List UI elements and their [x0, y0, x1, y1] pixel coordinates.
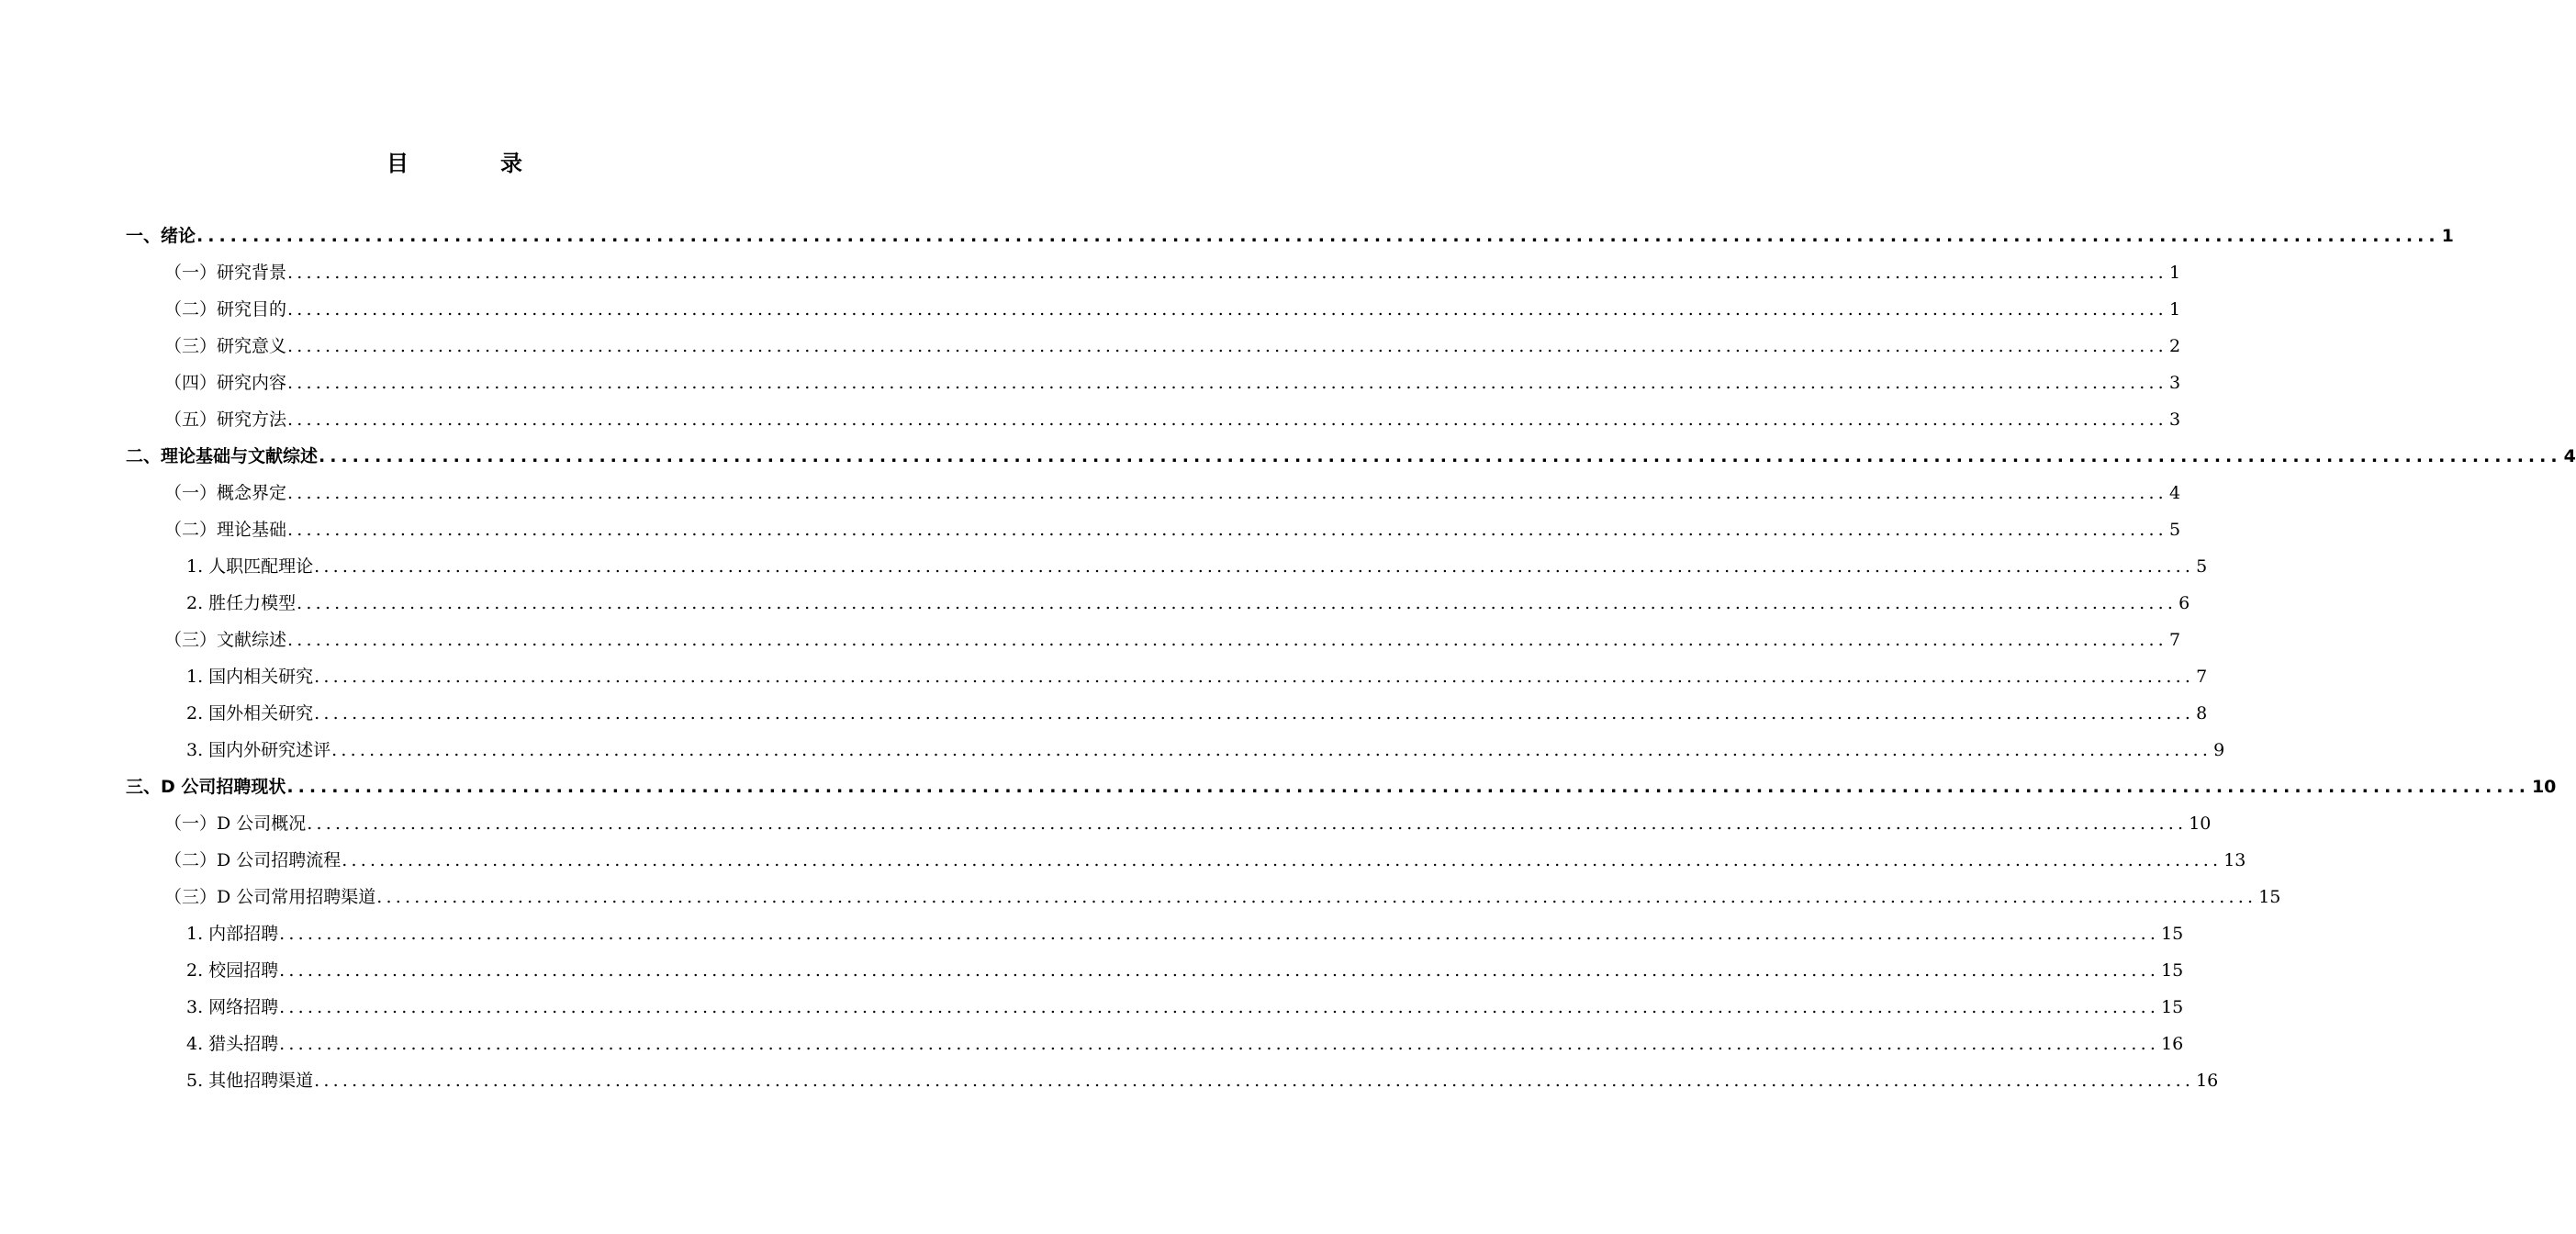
- toc-dot-leader: ........................................................................................................................................................................................................: [287, 263, 2167, 283]
- toc-entry-page-number: 15: [2161, 924, 2184, 944]
- toc-dot-leader: ........................................................................................................................................................................................................: [287, 483, 2167, 503]
- toc-entry[interactable]: [186, 658, 2208, 695]
- toc-dot-leader: ........................................................................................................................................................................................................: [331, 740, 2212, 760]
- toc-entry-label: 4. 猎头招聘: [186, 1026, 278, 1062]
- toc-dot-leader: ........................................................................................................................................................................................................: [342, 850, 2223, 870]
- toc-entry-page-number: 1: [2441, 226, 2454, 246]
- toc-entry-label: （三）D 公司常用招聘渠道: [164, 879, 375, 915]
- toc-entry-label: （三）文献综述: [164, 622, 286, 658]
- toc-dot-leader: ........................................................................................................................................................................................................: [376, 887, 2257, 907]
- toc-entry-page-number: 3: [2168, 373, 2181, 393]
- toc-entry[interactable]: [164, 291, 2181, 328]
- toc-entry[interactable]: [186, 732, 2225, 768]
- toc-entry[interactable]: [164, 475, 2181, 511]
- toc-entry-page-number: 2: [2168, 336, 2181, 356]
- toc-dot-leader: ........................................................................................................................................................................................................: [286, 777, 2530, 797]
- toc-entry[interactable]: [126, 768, 2557, 805]
- toc-dot-leader: ........................................................................................................................................................................................................: [314, 667, 2195, 687]
- toc-entry-page-number: 15: [2161, 960, 2184, 981]
- page-title-part1: 目: [386, 151, 409, 176]
- toc-entry-page-number: 15: [2161, 997, 2184, 1017]
- toc-entry[interactable]: [164, 842, 2246, 879]
- toc-entry[interactable]: [164, 879, 2281, 915]
- toc-entry[interactable]: [186, 585, 2190, 622]
- toc-entry-label: 5. 其他招聘渠道: [186, 1062, 313, 1099]
- toc-dot-leader: ........................................................................................................................................................................................................: [279, 997, 2160, 1017]
- toc-entry-page-number: 5: [2168, 520, 2181, 540]
- toc-entry-label: 1. 国内相关研究: [186, 658, 313, 695]
- toc-dot-leader: ........................................................................................................................................................................................................: [319, 446, 2562, 466]
- toc-entry-label: 2. 国外相关研究: [186, 695, 313, 732]
- toc-dot-leader: ........................................................................................................................................................................................................: [307, 813, 2188, 834]
- toc-entry[interactable]: [164, 805, 2212, 842]
- toc-entry-page-number: 16: [2161, 1034, 2184, 1054]
- toc-entry-label: （五）研究方法: [164, 401, 286, 438]
- toc-dot-leader: ........................................................................................................................................................................................................: [287, 299, 2167, 320]
- toc-entry-page-number: 4: [2563, 446, 2576, 466]
- toc-entry-label: （一）研究背景: [164, 254, 286, 291]
- toc-entry[interactable]: [164, 401, 2181, 438]
- toc-entry-page-number: 7: [2196, 667, 2208, 687]
- toc-entry[interactable]: [186, 989, 2184, 1026]
- toc-entry[interactable]: [164, 328, 2181, 365]
- toc-entry-page-number: 5: [2196, 556, 2208, 577]
- toc-dot-leader: ........................................................................................................................................................................................................: [279, 960, 2160, 981]
- toc-dot-leader: ........................................................................................................................................................................................................: [287, 409, 2167, 430]
- toc-dot-leader: ........................................................................................................................................................................................................: [279, 924, 2160, 944]
- toc-dot-leader: ........................................................................................................................................................................................................: [287, 630, 2167, 650]
- toc-entry-label: 3. 网络招聘: [186, 989, 278, 1026]
- toc-entry-label: 二、理论基础与文献综述: [126, 438, 318, 475]
- toc-entry[interactable]: [186, 1026, 2184, 1062]
- toc-entry-label: 一、绪论: [126, 218, 196, 254]
- toc-entry-page-number: 8: [2196, 703, 2208, 724]
- toc-entry-label: 三、D 公司招聘现状: [126, 768, 286, 805]
- page-title-part2: 录: [500, 151, 522, 176]
- toc-dot-leader: ........................................................................................................................................................................................................: [279, 1034, 2160, 1054]
- toc-entry-label: 2. 胜任力模型: [186, 585, 296, 622]
- toc-entry[interactable]: [164, 254, 2181, 291]
- toc-dot-leader: ........................................................................................................................................................................................................: [314, 1071, 2195, 1091]
- toc-entry-page-number: 1: [2168, 263, 2181, 283]
- toc-entry-label: 1. 内部招聘: [186, 915, 278, 952]
- toc-entry[interactable]: [186, 548, 2208, 585]
- toc-dot-leader: ........................................................................................................................................................................................................: [297, 593, 2178, 613]
- toc-entry-label: （二）理论基础: [164, 511, 286, 548]
- toc-entry-label: 1. 人职匹配理论: [186, 548, 313, 585]
- toc-entry-label: （二）研究目的: [164, 291, 286, 328]
- toc-entry-page-number: 3: [2168, 409, 2181, 430]
- toc-entry[interactable]: [164, 511, 2181, 548]
- toc-entry-label: 2. 校园招聘: [186, 952, 278, 989]
- toc-entry-page-number: 13: [2223, 850, 2246, 870]
- page-title: [0, 145, 909, 177]
- toc-entry-page-number: 9: [2213, 740, 2225, 760]
- toc-entry[interactable]: [186, 1062, 2219, 1099]
- toc-entry-page-number: 10: [2531, 777, 2557, 797]
- toc-entry[interactable]: [186, 915, 2184, 952]
- toc-entry-page-number: 16: [2196, 1071, 2219, 1091]
- toc-entry-page-number: 7: [2168, 630, 2181, 650]
- toc-entry-label: （一）概念界定: [164, 475, 286, 511]
- toc-entry-page-number: 6: [2178, 593, 2190, 613]
- toc-entry-label: （四）研究内容: [164, 365, 286, 401]
- toc-dot-leader: ........................................................................................................................................................................................................: [287, 520, 2167, 540]
- toc-entry-page-number: 10: [2189, 813, 2212, 834]
- toc-entry[interactable]: [164, 365, 2181, 401]
- toc-entry[interactable]: [164, 622, 2181, 658]
- toc-entry-page-number: 1: [2168, 299, 2181, 320]
- toc-entry-label: （一）D 公司概况: [164, 805, 306, 842]
- toc-dot-leader: ........................................................................................................................................................................................................: [287, 336, 2167, 356]
- toc-entry[interactable]: [126, 218, 2454, 254]
- toc-dot-leader: ........................................................................................................................................................................................................: [196, 226, 2440, 246]
- toc-entry-label: 3. 国内外研究述评: [186, 732, 330, 768]
- toc-dot-leader: ........................................................................................................................................................................................................: [314, 556, 2195, 577]
- toc-entry[interactable]: [186, 952, 2184, 989]
- toc-dot-leader: ........................................................................................................................................................................................................: [287, 373, 2167, 393]
- toc-entry-page-number: 15: [2258, 887, 2281, 907]
- toc-entry-label: （三）研究意义: [164, 328, 286, 365]
- toc-entry-page-number: 4: [2168, 483, 2181, 503]
- toc-entry-label: （二）D 公司招聘流程: [164, 842, 341, 879]
- toc-entry[interactable]: [126, 438, 2576, 475]
- toc-dot-leader: ........................................................................................................................................................................................................: [314, 703, 2195, 724]
- toc-entry[interactable]: [186, 695, 2208, 732]
